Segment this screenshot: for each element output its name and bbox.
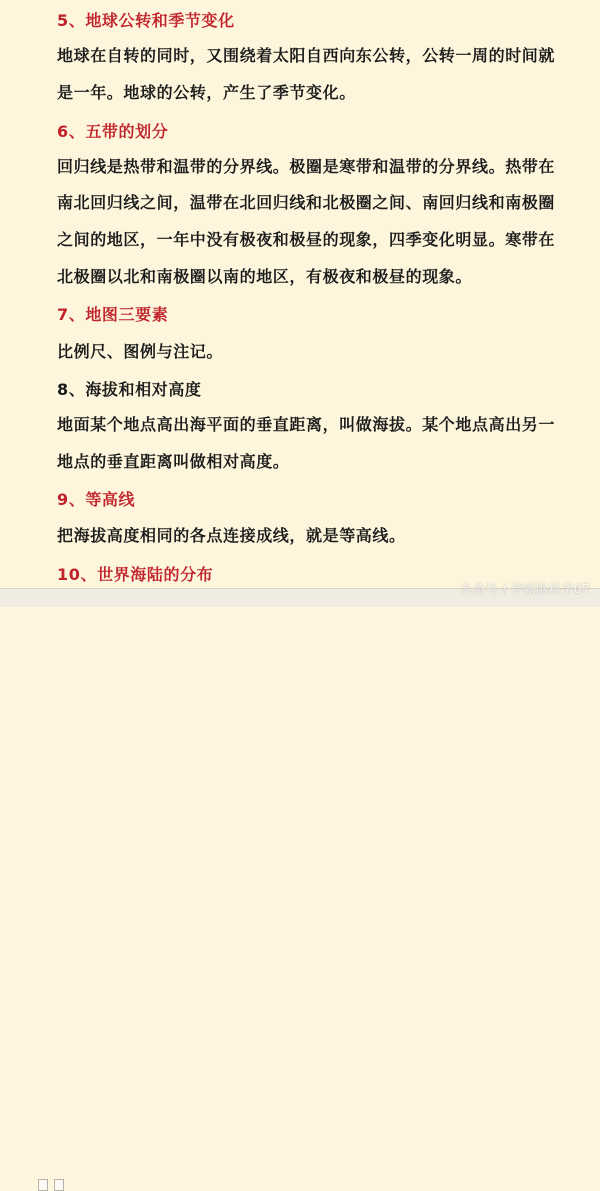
section-heading-9: 9、等高线 [57,490,136,509]
watermark: 头条号 / 学霸脑科学07 [460,582,590,596]
body-line: 回归线是热带和温带的分界线。极圈是寒带和温带的分界线。热带在 [57,157,556,176]
page-marks [38,1179,64,1191]
section-heading-8: 8、海拔和相对高度 [57,380,202,399]
body-line: 比例尺、图例与注记。 [57,342,224,361]
body-line: 是一年。地球的公转，产生了季节变化。 [57,83,356,102]
section-heading-6: 6、五带的划分 [57,122,169,141]
section-heading-7: 7、地图三要素 [57,305,169,324]
document-page [0,0,600,590]
page-mark-icon [54,1179,64,1191]
section-heading-5: 5、地球公转和季节变化 [57,11,235,30]
body-line: 北极圈以北和南极圈以南的地区，有极夜和极昼的现象。 [57,267,473,286]
body-line: 地球在自转的同时，又围绕着太阳自西向东公转，公转一周的时间就 [57,46,556,65]
body-line: 把海拔高度相同的各点连接成线，就是等高线。 [57,526,406,545]
body-line: 地点的垂直距离叫做相对高度。 [57,452,290,471]
section-heading-10: 10、世界海陆的分布 [57,565,214,584]
body-line: 地面某个地点高出海平面的垂直距离，叫做海拔。某个地点高出另一 [57,415,556,434]
page-mark-icon [38,1179,48,1191]
body-line: 南北回归线之间，温带在北回归线和北极圈之间、南回归线和南极圈 [57,193,556,212]
body-line: 之间的地区，一年中没有极夜和极昼的现象，四季变化明显。寒带在 [57,230,556,249]
